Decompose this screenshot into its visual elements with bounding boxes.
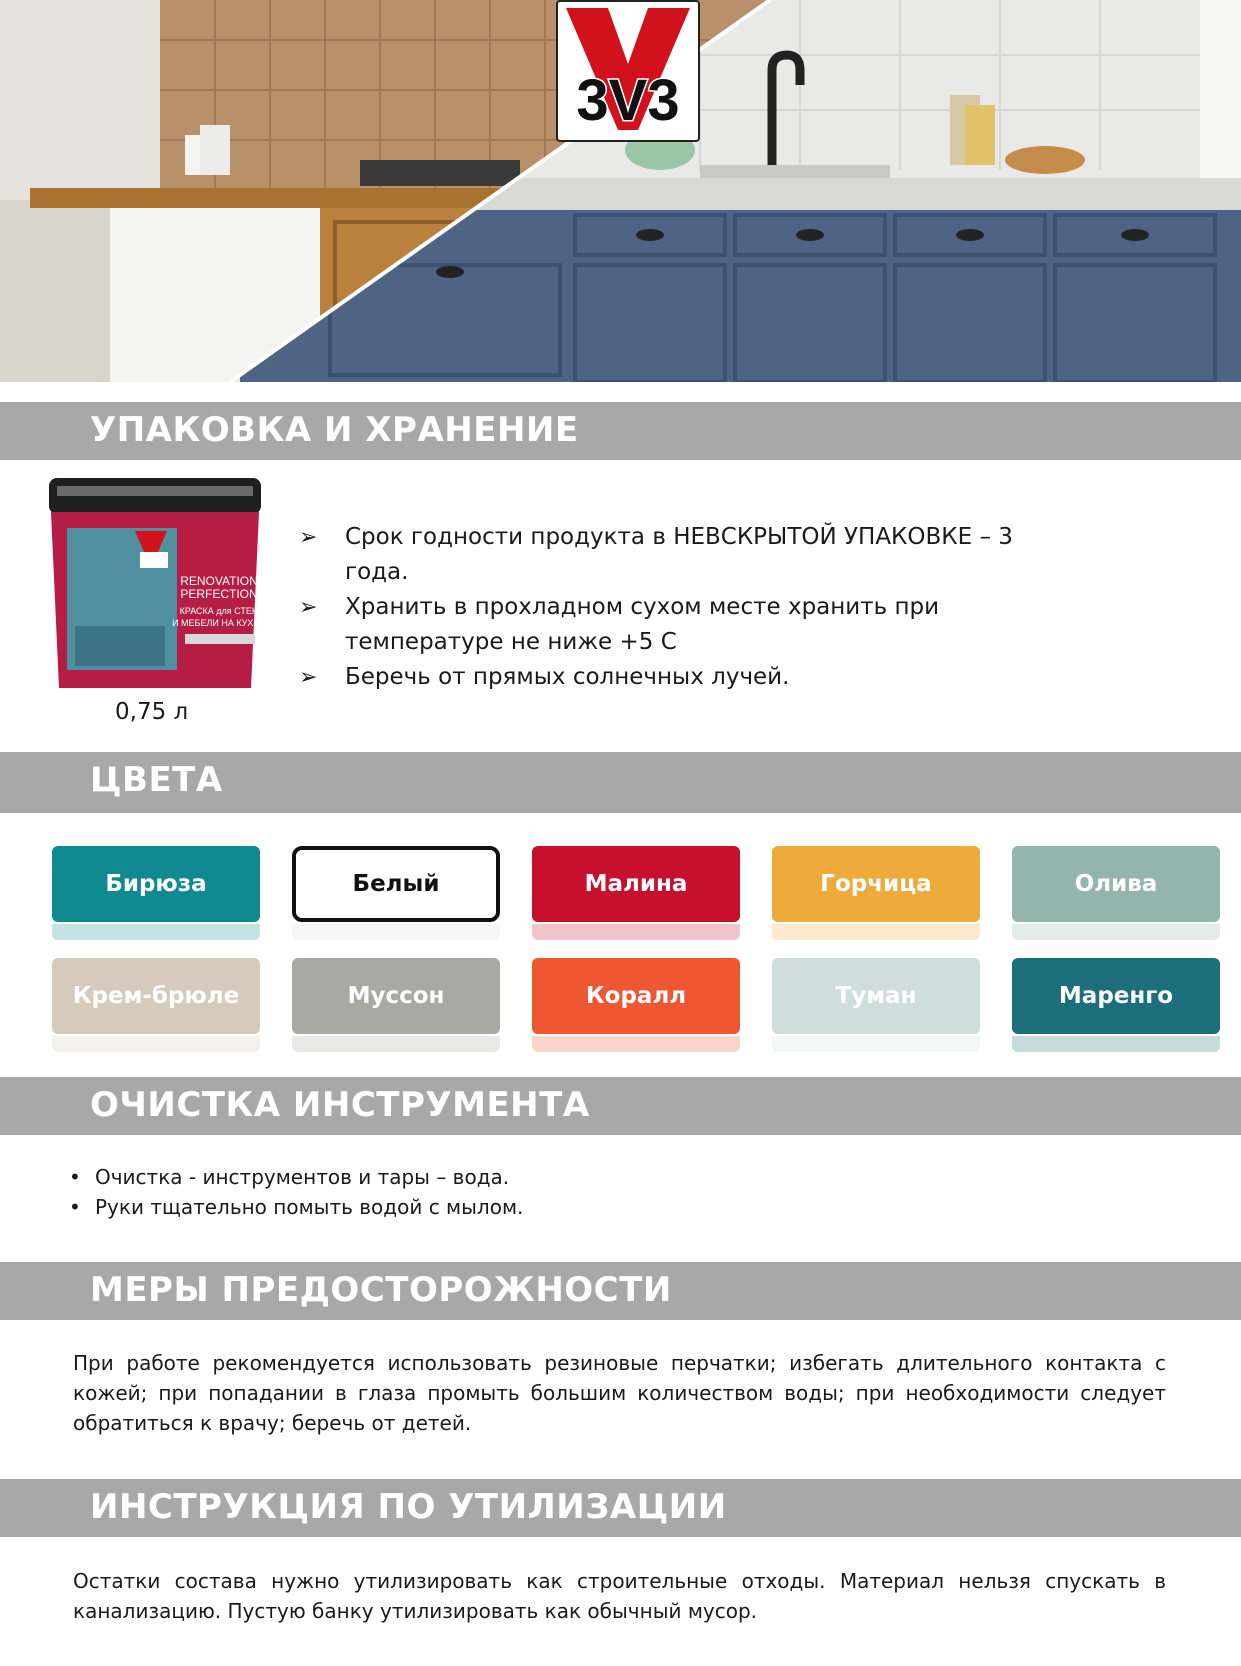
swatch-reflection	[772, 924, 980, 940]
can-volume-label: 0,75 л	[115, 699, 189, 725]
section-header-packaging	[0, 402, 1241, 460]
list-item: ➢ Хранить в прохладном сухом месте хранить при температуре не ниже +5 С	[299, 590, 1059, 660]
can-brand-line1: RENOVATION	[180, 574, 258, 588]
list-item: • Руки тщательно помыть водой с мылом.	[67, 1192, 523, 1222]
color-swatch: Горчица	[772, 846, 980, 922]
swatch-reflection	[532, 924, 740, 940]
bullet-dot-icon: •	[69, 1195, 81, 1219]
color-swatch: Олива	[1012, 846, 1220, 922]
paint-can-image	[45, 476, 265, 694]
swatch-reflection	[772, 1036, 980, 1052]
arrow-bullet-icon: ➢	[299, 595, 318, 620]
arrow-bullet-icon: ➢	[299, 665, 318, 690]
section-title: ЦВЕТА	[90, 760, 223, 800]
section-header-cleaning	[0, 1077, 1241, 1135]
section-header-colors	[0, 752, 1241, 813]
color-swatch: Малина	[532, 846, 740, 922]
section-header-disposal	[0, 1479, 1241, 1537]
swatch-reflection	[292, 1036, 500, 1052]
arrow-bullet-icon: ➢	[299, 525, 318, 550]
cleaning-list	[67, 1162, 523, 1222]
bullet-dot-icon: •	[69, 1165, 81, 1189]
color-swatch: Белый	[292, 846, 500, 922]
color-swatch: Коралл	[532, 958, 740, 1034]
logo-text: 3V3	[576, 68, 680, 133]
section-title: ИНСТРУКЦИЯ ПО УТИЛИЗАЦИИ	[90, 1487, 727, 1527]
color-swatch: Туман	[772, 958, 980, 1034]
can-brand-line2: PERFECTION	[180, 587, 258, 601]
section-title: МЕРЫ ПРЕДОСТОРОЖНОСТИ	[90, 1270, 672, 1310]
color-swatch: Муссон	[292, 958, 500, 1034]
list-item: ➢ Срок годности продукта в НЕВСКРЫТОЙ УПАКОВКЕ – 3 года.	[299, 520, 1059, 590]
swatch-reflection	[52, 924, 260, 940]
section-title: УПАКОВКА И ХРАНЕНИЕ	[90, 410, 579, 450]
color-swatch: Маренго	[1012, 958, 1220, 1034]
packaging-list	[299, 520, 1059, 695]
brand-logo	[556, 0, 700, 142]
section-title: ОЧИСТКА ИНСТРУМЕНТА	[90, 1085, 590, 1125]
swatch-reflection	[292, 924, 500, 940]
swatch-reflection	[52, 1036, 260, 1052]
swatch-reflection	[1012, 1036, 1220, 1052]
swatch-reflection	[532, 1036, 740, 1052]
can-product-line2: И МЕБЕЛИ НА КУХНЕ	[172, 618, 265, 628]
can-product-line1: КРАСКА для СТЕН	[179, 606, 259, 616]
disposal-text: Остатки состава нужно утилизировать как строительные отходы. Материал нельзя спускать в канализацию. Пустую банку утилизировать как обычный мусор.	[73, 1569, 1166, 1623]
color-swatch: Бирюза	[52, 846, 260, 922]
precautions-text: При работе рекомендуется использовать резиновые перчатки; избегать длительного контакта с кожей; при попадании в глаза промыть большим количеством воды; при необходимости следует обратиться к врачу; беречь от детей.	[73, 1351, 1166, 1435]
section-header-precautions	[0, 1262, 1241, 1320]
list-item: ➢ Беречь от прямых солнечных лучей.	[299, 660, 1059, 695]
swatch-reflection	[1012, 924, 1220, 940]
color-swatch: Крем-брюле	[52, 958, 260, 1034]
list-item: • Очистка - инструментов и тары – вода.	[67, 1162, 523, 1192]
